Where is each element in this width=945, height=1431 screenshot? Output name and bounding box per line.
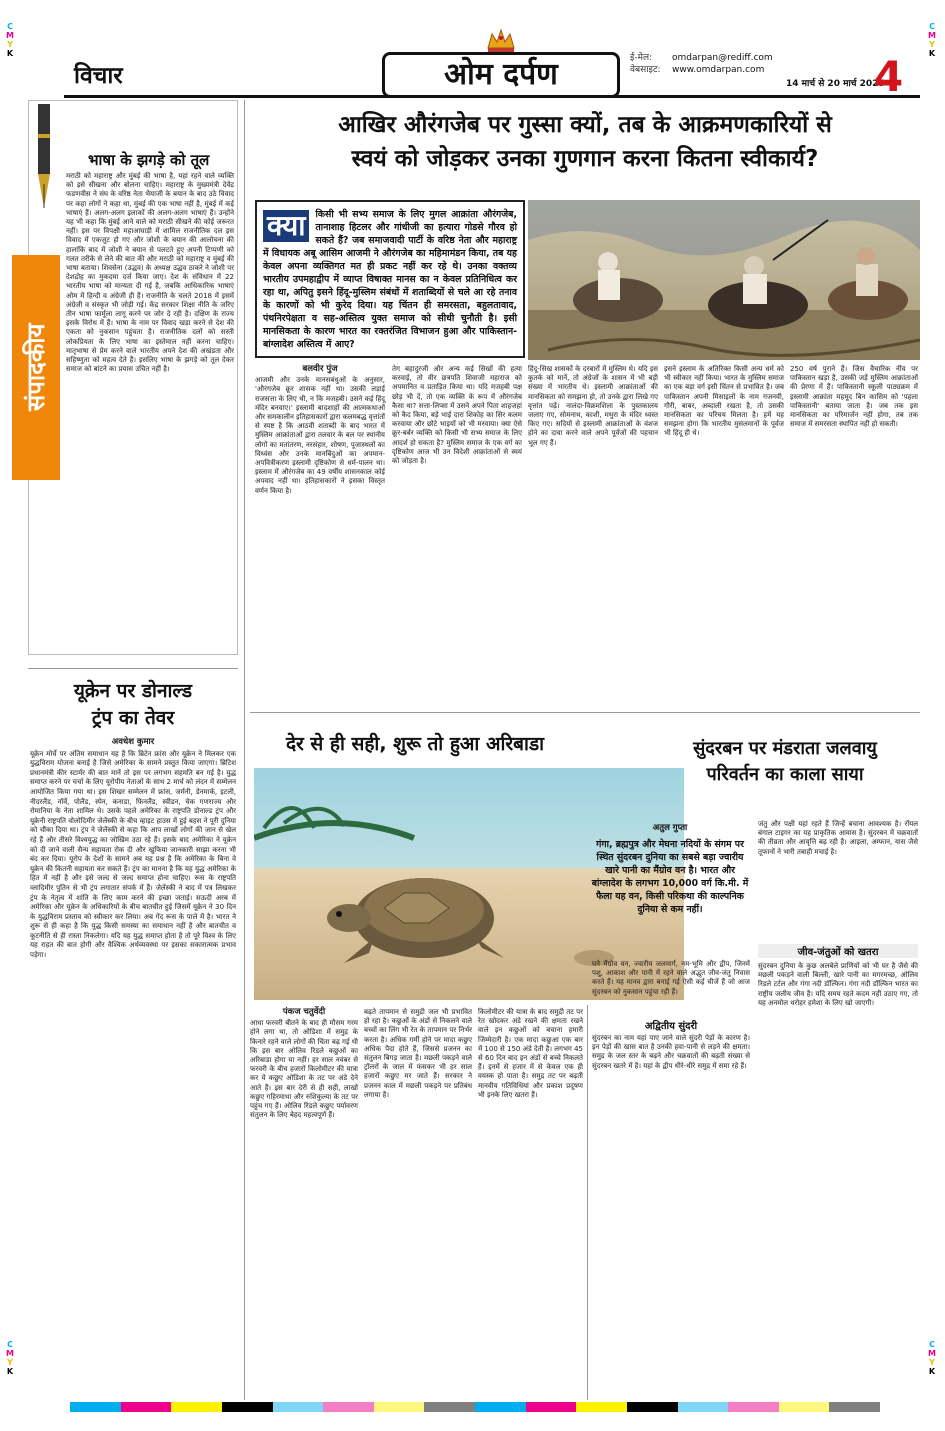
ukraine-author: अवधेश कुमार [111,737,155,747]
cmyk-mark-bottom-right: C M Y K [928,1340,936,1376]
lead-column-3: हिंदू-सिख शासकों के दरबारों में मुस्लिम थे। यदि इस कुतर्क को मानें, तो अंग्रेजों के शासन में भी बड़ी संख्या में भारतीय थे। इस्लामी आक्रांताओं की मानसिकता को समझना हो, तो उनके द्वारा लिखे गए वृत्तांत पढ़ें। नालंदा-विक्रमशिला के पुस्तकालय जलाए गए, सोमनाथ, काशी, मथुरा के मंदिर ध्वस्त किए गए। सदियों से इस्लामी आक्रांताओं के वंशज होने का दावा करने वाले अपने पूर्वजों की पहचान भूल गए हैं। [528,365,658,447]
sundarban-body-4: सुंदरबन दुनिया के कुछ अलबेले प्राणियों को भी घर है जैसे की मछली पकड़ने वाली बिल्ली, खारे पानी का मगरमच्छ, ओलिव रिडले टर्टल और गंगा नदी डॉल्फिन। गंगा नदी डॉल्फिन भारत का राष्ट्रीय जलीय जीव है। यदि समय रहते कदम नहीं उठाए गए, तो यह अनमोल धरोहर हमेशा के लिए खो जाएगी। [758,962,918,1007]
ukraine-headline-line-1: यूक्रेन पर डोनाल्ड [73,680,193,702]
lead-intro-text: किसी भी सभ्य समाज के लिए मुगल आक्रांता औरंगजेब, तानाशाह हिटलर और गांधीजी का हत्यारा गोडसे गौरव हो सकते हैं? जब समाजवादी पार्टी के वरिष्ठ नेता और महाराष्ट्र में विधायक अबू आसिम आजमी ने औरंगजेब का महिमामंडन किया, तब यह केवल अपना व्यक्तिगत मत ही प्रकट नहीं कर रहे थे। उनका वक्तव्य भारतीय उपमहाद्वीप में व्याप्त विषाक्त मानस का न केवल प्रतिनिधित्व कर रहा था, अपितु इसने हिंदू-मुस्लिम संबंधों में शताब्दियों से चले आ रहे तनाव के कारणों को भी कुरेद दिया। यह चिंतन ही समरसता, बहुलतावाद, पंथनिरपेक्षता व सह-अस्तित्व युक्त समाज को सीधी चुनौती है। इसी मानसिकता के कारण भारत का रक्तरंजित विभाजन हुआ और पाकिस्तान-बांग्लादेश अस्तित्व में आए? [263,209,517,350]
lead-body-1: आजमी और उनके मानसबंधुओं के अनुसार, 'औरंगजेब क्रूर शासक नहीं था। उसकी लड़ाई राजसत्ता के लिए थी, न कि मजहबी। उसने कई हिंदू मंदिर बनवाए।' इस्लामी बादशाहों की आत्मकथाओं और समकालीन इतिहासकारों द्वारा कलमबद्ध वृत्तांतों से स्पष्ट है कि आठवीं शताब्दी के बाद भारत में मुस्लिम आक्रांताओं द्वारा तलवार के बल पर स्थानीय लोगों का मतांतरण, नरसंहार, शोषण, पूजास्थलों का विध्वंस और उनके मानबिंदुओं का अपमान-अपवित्रीकरण इस्लामी दृष्टिकोण से धर्म-पालन था। इस्लाम में औरंगजेब का 49 वर्षीय शासनकाल कोई अपवाद नहीं था। इतिहासकारों ने इसका विस्तृत वर्णन किया है। [255,376,385,495]
lead-intro-box [255,200,525,358]
sundarban-headline-line-2: परिवर्तन का काला साया [706,764,864,785]
cmyk-mark-top-right: C M Y K [928,22,936,58]
divider [587,1005,588,1400]
lead-headline [250,108,920,176]
lead-headline-line-2: स्वयं को जोड़कर उनका गुणगान करना कितना स्वीकार्य? [351,146,819,172]
lead-drop-word: क्या [263,210,309,242]
aribada-author: पंकज चतुर्वेदी [282,1007,326,1017]
divider [28,668,238,669]
lead-illustration [528,200,920,360]
editorial-label: संपादकीय [12,255,60,480]
sundarban-body-1: घने मैंग्रोव वन, ज्वारीय जलमार्ग, नम-भूमि और द्वीप, जिनमें पशु, आकाश और पानी में रहने वाले अद्भुत जीव-जंतु निवास करते हैं। यह मानव द्वारा बनाई गई ऐसी कई चीजें हैं जो आज सुंदरबन को नुकसान पहुंचा रही हैं। [592,960,750,996]
lead-column-1 [255,365,385,496]
sundarban-body-2: सुंदरबन का नाम यहां पाए जाने वाले सुंदरी पेड़ों के कारण है। इन पेड़ों की खास बात है उनकी हवा-पानी से लड़ने की क्षमता। समुद्र के जल स्तर के बढ़ने और चक्रवातों की बढ़ती संख्या से सुंदरबन खतरे में है। यहां के द्वीप धीरे-धीरे समुद्र में समा रहे हैं। [592,1034,750,1070]
section-name: विचार [74,63,123,89]
sundarban-author: अतुल गुप्ता [652,823,688,833]
issue-date: 14 मार्च से 20 मार्च 2025 [786,79,885,89]
sundarban-headline-line-1: सुंदरबन पर मंडराता जलवायु [693,738,877,759]
ukraine-article [30,738,236,961]
contact-info [630,52,773,76]
cmyk-mark-top-left: C M Y K [6,22,14,58]
ukraine-headline [28,678,238,732]
newspaper-logo: ओम दर्पण [382,52,620,98]
battle-painting-icon [528,200,920,360]
crown-emblem-icon [484,28,518,54]
cmyk-mark-bottom-left: C M Y K [6,1340,14,1376]
email-address: omdarpan@rediff.com [672,53,773,63]
aribada-column-2: बढ़ते तापमान से समुद्री जल भी प्रभावित हो रहा है। कछुओं के अंडों से निकलने वाले बच्चों का लिंग भी रेत के तापमान पर निर्भर करता है। अधिक गर्मी होने पर मादा कछुए अधिक पैदा होते हैं, जिससे प्रजनन का संतुलन बिगड़ जाता है। मछली पकड़ने वाले ट्रॉलरों के जाल में फंसकर भी हर साल हजारों कछुए मर जाते हैं। सरकार ने प्रजनन काल में मछली पकड़ने पर प्रतिबंध लगाया है। [364,1008,472,1099]
lead-column-4: इसने इस्लाम के अतिरिक्त किसी अन्य धर्म को भी स्वीकार नहीं किया। भारत के मुस्लिम समाज का एक बड़ा वर्ग इसी चिंतन से प्रभावित है। जब पाकिस्तान अपनी मिसाइलों के नाम गजनवी, गौरी, बाबर, अब्दाली रखता है, तो उसकी मानसिकता का परिचय मिलता है। हमें यह समझना होगा कि भारतीय मुसलमानों के पूर्वज भी हिंदू ही थे। [664,365,784,438]
sundarban-intro: गंगा, ब्रह्मपुत्र और मेघना नदियों के संगम पर स्थित सुंदरबन दुनिया का सबसे बड़ा ज्वारीय खारे पानी का मैंग्रोव वन है। भारत और बांग्लादेश के लगभग 10,000 वर्ग कि.मी. में फैला यह वन, किसी परिकथा की काल्पनिक दुनिया से कम नहीं। [591,839,749,915]
sundarban-body-3: जंतु और पक्षी यहां रहते हैं जिन्हें बचाना आवश्यक है। रॉयल बंगाल टाइगर का यह प्राकृतिक आवास है। सुंदरबन में चक्रवातों की तीव्रता और आवृत्ति बढ़ रही है। आइला, अम्फान, यास जैसे तूफानों ने भारी तबाही मचाई है। [758,820,918,856]
sundarban-subhead-2: जीव-जंतुओं को खतरा [758,944,918,958]
editorial-title: भाषा के झगड़े को तूल [88,151,210,169]
aribada-column-3: किलोमीटर की यात्रा के बाद समुद्री तट पर रेत खोदकर अंडे रखने की क्षमता रखने वाले इन कछुओं को बचाना हमारी जिम्मेदारी है। एक मादा कछुआ एक बार में 100 से 150 अंडे देती है। लगभग 45 से 60 दिन बाद इन अंडों से बच्चे निकलते हैं। इनमें से हजार में से केवल एक ही वयस्क हो पाता है। समुद्र तट पर बढ़ती मानवीय गतिविधियां और प्रकाश प्रदूषण भी इनके लिए खतरा हैं। [478,1008,583,1099]
fountain-pen-icon [30,104,58,214]
aribada-headline: देर से ही सही, शुरू तो हुआ अरिबाडा [285,733,545,755]
aribada-column-1 [250,1008,358,1120]
divider [244,100,245,1400]
editorial-body: मराठी को महाराष्ट्र और मुंबई की भाषा है, यहां रहने वाले व्यक्ति को इसे सीखना और बोलना चाहिए। महाराष्ट्र के मुख्यमंत्री देवेंद्र फडणवीस ने संघ के वरिष्ठ नेता भैयाजी के बयान के बाद उठे विवाद पर कहा लोगों ने कहा था, मुंबई की एक भाषा नहीं है, मुंबई में कई भाषाएं हैं। अलग-अलग इलाकों की अलग-अलग भाषाएं हैं। उन्होंने यह भी कहा कि मुंबई आने वाले को मराठी सीखने की कोई जरूरत नहीं। इस पर विपक्षी महाआघाड़ी में शामिल राजनीतिक दल इस विवाद में एकजुट हो गए और जोशी के बयान की आलोचना की हालांकि बाद में जोशी ने बयान से पलटते हुए अपनी टिप्पणी को गलत तरीके से लेने की बात की और मराठी को महाराष्ट्र व मुंबई की भाषा बताया। शिवसेना (उद्धव) के अध्यक्ष उद्धव ठाकरे ने जोशी पर देशद्रोह का मुकदमा दर्ज किया जाए। देश के संविधान में 22 भारतीय भाषा को मान्यता दी गई है, जबकि आधिकारिक भाषाएं ओम में हिन्दी व अंग्रेजी ही हैं। राजनीति के चलते 2018 में इसमें अंग्रेजी व संस्कृत भी जोड़ी गई। केंद्र सरकार शिक्षा नीति के जरिए तीन भाषा फार्मूला लागू करने पर जोर दे रही है। दक्षिण के राज्य इसके विरोध में हैं। भाषा के नाम पर विवाद खड़ा करने से देश की एकता को नुकसान पहुंचता है। राजनीतिक दलों को सस्ती लोकप्रियता के लिए भाषा का इस्तेमाल नहीं करना चाहिए। मातृभाषा से प्रेम करने वाले भारतीय अपने देश की अखंडता और सहिष्णुता को महत्व देते हैं। इसलिए भाषा के झगड़े को तूल देकर समाज को बांटने का प्रयास उचित नहीं है। [66,172,234,374]
page-number: 4 [874,52,904,101]
masthead [64,28,920,101]
sundarban-subhead-1: अद्वितीय सुंदरी [644,1021,698,1032]
color-calibration-bar [70,1402,880,1412]
ukraine-headline-line-2: ट्रंप का तेवर [91,707,175,729]
divider [250,712,920,713]
lead-column-2: तेग बहादुरजी और अन्य कई सिखों की हत्या करवाई, तो वीर छत्रपति शिवाजी महाराज को अपमानित व प्रताड़ित किया था। यदि मजहबी पक्ष छोड़ भी दें, तो एक व्यक्ति के रूप में औरंगजेब कैसा था? सत्ता-लिप्सा में उसने अपने पिता शाहजहां को कैद किया, बड़े भाई दारा शिकोह का सिर कलम करवाया और छोटे भाइयों को भी मरवाया। क्या ऐसे क्रूर-बर्बर व्यक्ति को किसी भी सभ्य समाज के लिए आदर्श हो सकता है? मुस्लिम समाज के एक वर्ग का दृष्टिकोण आज भी उन विदेशी आक्रांताओं से स्वयं को जोड़ता है। [392,365,522,466]
email-label: ई-मेल: [630,53,653,63]
aribada-body-1: आधा फरवरी बीतने के बाद ही मौसम गरम होने लगा था, तो ओडिशा में समुद्र के किनारे रहने वाले लोगों की चिंता बढ़ गई थी कि इस बार ओलिव रिडले कछुओं का अरिबाडा होगा या नहीं। हर साल नवंबर से फरवरी के बीच हजारों किलोमीटर की यात्रा कर ये कछुए ओडिशा के तट पर अंडे देने आते हैं। इस बार देरी से ही सही, लाखों कछुए गहिरमाथा और रुशिकुल्या के तट पर पहुंच गए हैं। ओलिव रिडले कछुए पर्यावरण संतुलन के लिए बेहद महत्वपूर्ण हैं। [250,1019,358,1120]
website-address: www.omdarpan.com [672,65,765,75]
lead-author: बलवीर पुंज [302,364,338,374]
website-label: वेबसाइट: [630,65,661,75]
ukraine-body: यूक्रेन मोर्चे पर अंतिम समाधान यह है कि ब्रिटेन फ्रांस और यूक्रेन ने मिलकर एक युद्धविराम योजना बनाई है जिसे अमेरिका के सामने प्रस्तुत किया जाएगा। ब्रिटिश प्रधानमंत्री कीर स्टार्मर की बात मानें तो इस पर लगभग सहमति बन गई है। युद्ध समाप्त करने पर चर्चा के लिए यूरोपीय नेताओं के साथ 2 मार्च को लंदन में सम्मेलन आयोजित किया गया था। इस शिखर सम्मेलन में फ्रांस, जर्मनी, डेनमार्क, इटली, नीदरलैंड, नॉर्वे, पोलैंड, स्पेन, कनाडा, फिनलैंड, स्वीडन, चेक गणराज्य और रोमानिया के नेता शामिल थे। उसके पहले अमेरिका के राष्ट्रपति डोनाल्ड ट्रंप और यूक्रेनी राष्ट्रपति वोलोदिमीर जेलेंस्की के बीच व्हाइट हाउस में हुई बहस ने पूरी दुनिया को चौंका दिया था। ट्रंप ने जेलेंस्की से कहा कि आप लाखों लोगों की जान से खेल रहे हैं और तीसरे विश्वयुद्ध का जोखिम उठा रहे हैं। इसके बाद अमेरिका ने यूक्रेन को दी जाने वाली सैन्य सहायता रोक दी और खुफिया जानकारी साझा करना भी बंद कर दिया। यूरोप के देशों के सामने अब यह प्रश्न है कि अमेरिका के बिना वे यूक्रेन की कितनी सहायता कर सकते हैं। ट्रंप का मानना है कि यह युद्ध अमेरिका के हित में नहीं है और इसे जल्द से जल्द समाप्त होना चाहिए। रूस के राष्ट्रपति व्लादिमीर पुतिन से भी ट्रंप लगातार संपर्क में हैं। जेलेंस्की ने बाद में पत्र लिखकर ट्रंप के नेतृत्व में शांति के लिए काम करने की इच्छा जताई। सऊदी अरब में अमेरिका और यूक्रेन के अधिकारियों के बीच बातचीत हुई जिसमें यूक्रेन ने 30 दिन के युद्धविराम प्रस्ताव को स्वीकार कर लिया। अब गेंद रूस के पाले में है। भारत ने शुरू से ही कहा है कि युद्ध किसी समस्या का समाधान नहीं है और बातचीत व कूटनीति से ही रास्ता निकलेगा। यदि यह युद्ध समाप्त होता है तो पूरे विश्व के लिए यह राहत की बात होगी और वैश्विक अर्थव्यवस्था पर इसका सकारात्मक प्रभाव पड़ेगा। [30,749,236,960]
lead-column-5: 250 वर्ष पुराने हैं। जिस वैचारिक नींव पर पाकिस्तान खड़ा है, उसकी जड़ें मुस्लिम आक्रांताओं की प्रेरणा में हैं। पाकिस्तानी स्कूली पाठ्यक्रम में इस्लामी आक्रांता महमूद बिन कासिम को 'पहला पाकिस्तानी' बताया जाता है। जब तक इस मानसिकता का परिमार्जन नहीं होगा, तब तक समाज में समरसता स्थापित नहीं हो सकती। [790,365,918,429]
lead-headline-line-1: आखिर औरंगजेब पर गुस्सा क्यों, तब के आक्रमणकारियों से [338,112,832,138]
sundarban-headline [650,736,920,788]
